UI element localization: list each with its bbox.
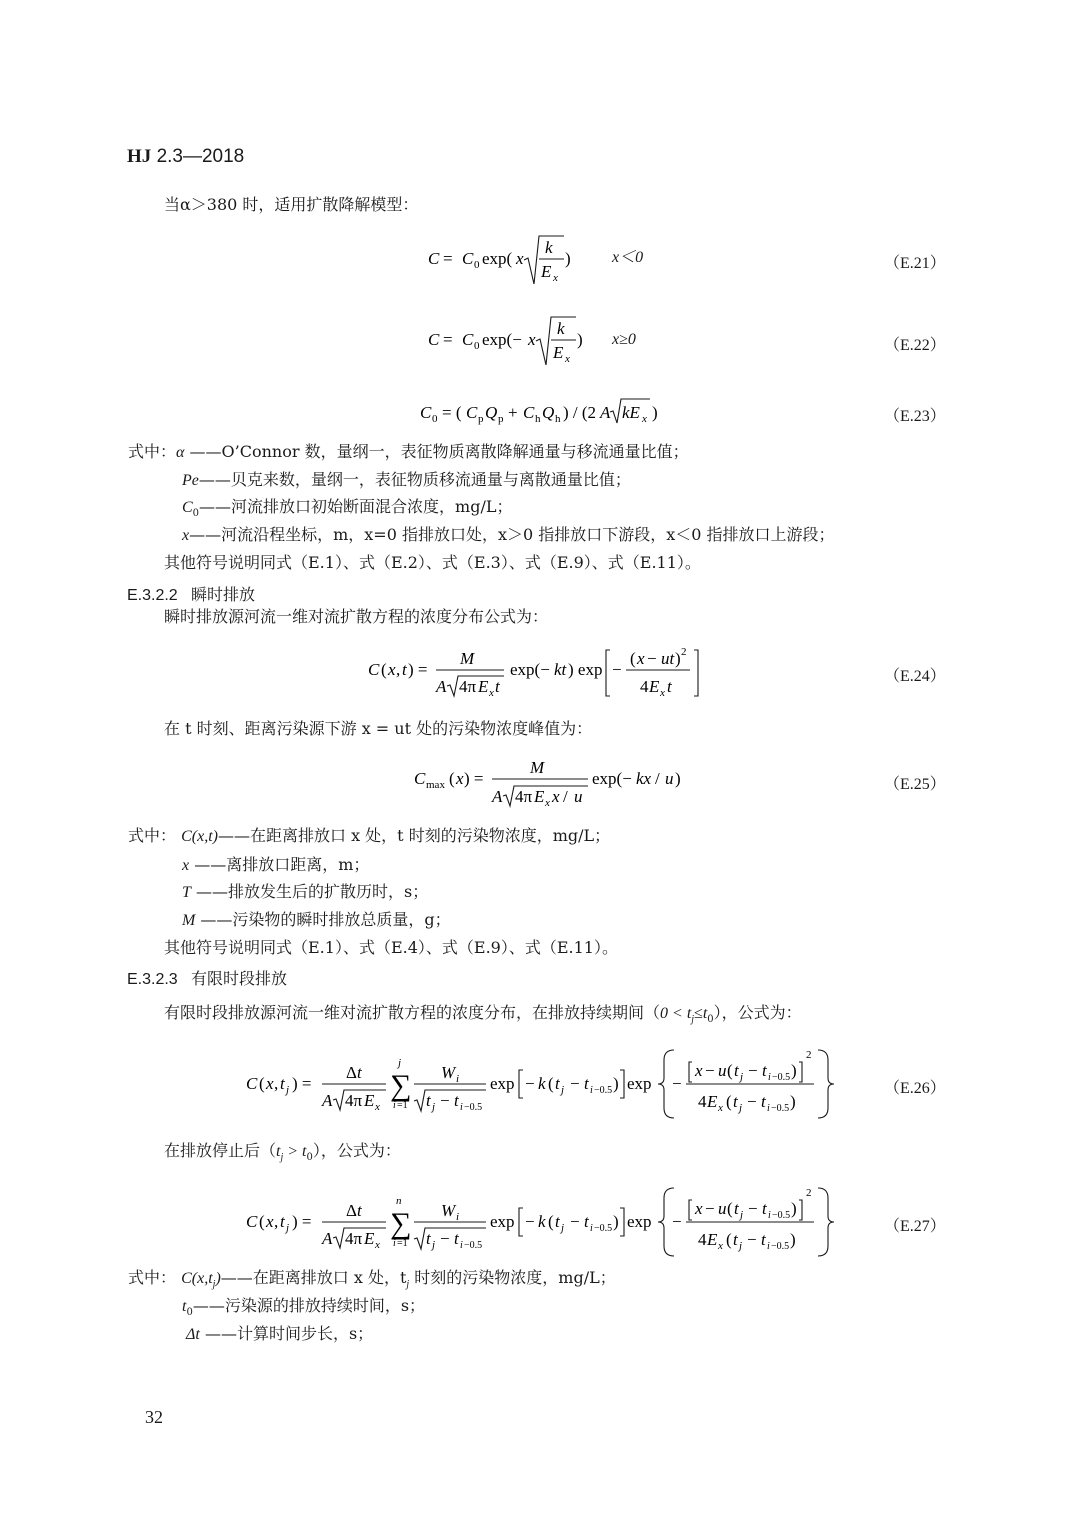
section-e323-number: E.3.2.3 xyxy=(127,971,178,988)
section-e323-heading xyxy=(127,966,287,989)
svg-text:t: t xyxy=(734,1061,739,1080)
svg-text:Q: Q xyxy=(542,403,555,422)
svg-text:,: , xyxy=(396,660,401,679)
svg-text:k: k xyxy=(538,1074,546,1093)
svg-text:x: x xyxy=(266,1074,274,1093)
svg-text:−: − xyxy=(672,1074,682,1093)
svg-text:2: 2 xyxy=(806,1049,812,1061)
svg-text:exp: exp xyxy=(490,1212,515,1231)
svg-text:x: x xyxy=(718,1240,723,1252)
svg-text:= (: = ( xyxy=(442,403,462,422)
t0-subscript: 0 xyxy=(186,1307,193,1319)
cxtj-subscript: j xyxy=(212,1279,216,1291)
page-number: 32 xyxy=(145,1407,163,1427)
defs2-other: 其他符号说明同式（E.1）、式（E.4）、式（E.9）、式（E.11）。 xyxy=(164,938,618,957)
svg-text:x: x xyxy=(456,769,464,788)
svg-text:C: C xyxy=(368,660,380,679)
svg-text:exp: exp xyxy=(490,1074,515,1093)
svg-text:−: − xyxy=(647,649,657,668)
svg-text:exp(−: exp(− xyxy=(592,769,632,788)
equation-e27 xyxy=(246,1182,846,1267)
svg-text:x: x xyxy=(553,272,558,284)
c0-symbol: C xyxy=(182,499,193,516)
after-cond-sub1: j xyxy=(280,1152,284,1164)
defs1-alpha xyxy=(128,444,689,461)
defs2-cxt xyxy=(128,828,610,845)
after-cond-sub2: 0 xyxy=(306,1152,313,1164)
svg-text:C: C xyxy=(462,249,474,268)
svg-text:j: j xyxy=(398,1057,402,1069)
section-e322-heading xyxy=(127,582,255,605)
svg-text:x: x xyxy=(375,1101,380,1113)
svg-text:x: x xyxy=(637,649,645,668)
svg-text:−: − xyxy=(440,1091,450,1110)
svg-text:kE: kE xyxy=(622,403,640,422)
e26-number: （E.26） xyxy=(884,1080,946,1097)
pe-symbol: Pe xyxy=(182,472,199,489)
svg-text:(: ( xyxy=(727,1061,733,1080)
svg-text:): ) xyxy=(790,1092,796,1111)
e21-number: （E.21） xyxy=(884,255,946,272)
svg-text:exp(−: exp(− xyxy=(510,660,550,679)
after-text-a: 在排放停止后（ xyxy=(164,1141,277,1160)
svg-text:j: j xyxy=(286,1222,290,1234)
svg-text:−0.5: −0.5 xyxy=(771,1103,790,1114)
svg-text:−: − xyxy=(748,1061,758,1080)
svg-text:4: 4 xyxy=(698,1230,707,1249)
section-e322-number: E.3.2.2 xyxy=(127,587,178,604)
svg-text:E: E xyxy=(541,262,552,281)
svg-text:E: E xyxy=(478,677,489,696)
svg-text:): ) xyxy=(577,330,583,349)
cxtj-definition: ——在距离排放口 x 处，t xyxy=(220,1268,407,1287)
svg-text:t: t xyxy=(454,1091,459,1110)
equation-e25 xyxy=(414,752,694,817)
svg-text:4π: 4π xyxy=(345,1091,363,1110)
svg-text:x: x xyxy=(388,660,396,679)
svg-text:t: t xyxy=(733,1092,738,1111)
defs2-t xyxy=(182,884,428,901)
section-e322-title: 瞬时排放 xyxy=(191,587,256,604)
svg-text:x: x xyxy=(375,1239,380,1251)
svg-text:t: t xyxy=(555,1074,560,1093)
svg-text:,: , xyxy=(274,1212,279,1231)
after-text-b: ），公式为： xyxy=(312,1141,401,1160)
svg-text:t: t xyxy=(426,1229,431,1248)
svg-text:exp: exp xyxy=(627,1212,652,1231)
svg-text:): ) xyxy=(565,249,571,268)
svg-text:t: t xyxy=(733,1230,738,1249)
alpha-definition: ——O’Connor 数，量纲一，表征物质离散降解通量与移流通量比值； xyxy=(189,442,689,461)
t0-symbol: t xyxy=(182,1298,187,1315)
svg-text:j: j xyxy=(740,1209,744,1221)
svg-text:C: C xyxy=(466,403,478,422)
equation-e26 xyxy=(246,1044,846,1129)
svg-text:0: 0 xyxy=(432,413,438,425)
svg-text:M: M xyxy=(460,649,475,668)
svg-text:A: A xyxy=(322,1229,333,1248)
svg-text:−0.5: −0.5 xyxy=(594,1223,613,1234)
svg-text:exp(: exp( xyxy=(482,249,513,268)
x-symbol: x xyxy=(182,527,190,544)
equation-e24 xyxy=(368,642,708,707)
equation-e23 xyxy=(420,396,680,435)
standard-code-bold: HJ xyxy=(127,146,152,167)
svg-text:E: E xyxy=(364,1091,375,1110)
defs1-c0 xyxy=(182,499,512,519)
svg-text:i: i xyxy=(768,1210,771,1221)
svg-text:/: / xyxy=(563,787,568,806)
svg-text:exp(−: exp(− xyxy=(482,330,522,349)
svg-text:C: C xyxy=(428,330,440,349)
after-cond-1: t xyxy=(276,1143,281,1160)
svg-text:(: ( xyxy=(548,1212,554,1231)
svg-text:−: − xyxy=(570,1212,580,1231)
intro-text: 当α＞380 时，适用扩散降解模型： xyxy=(164,195,419,214)
svg-text:): ) xyxy=(613,1074,619,1093)
e23-number: （E.23） xyxy=(884,408,946,425)
svg-text:4: 4 xyxy=(640,677,649,696)
defs1-pe xyxy=(182,472,631,489)
svg-text:−: − xyxy=(440,1229,450,1248)
svg-text:−0.5: −0.5 xyxy=(771,1241,790,1252)
svg-text:E: E xyxy=(534,787,545,806)
svg-text:−: − xyxy=(748,1199,758,1218)
dt-symbol: Δt xyxy=(186,1326,200,1343)
svg-text:t: t xyxy=(584,1212,589,1231)
svg-text:Q: Q xyxy=(485,403,498,422)
defs2-m-definition: ——污染物的瞬时排放总质量，g； xyxy=(200,910,451,929)
svg-text:i: i xyxy=(456,1211,460,1223)
standard-code-rest: 2.3—2018 xyxy=(156,146,245,167)
svg-text:(: ( xyxy=(259,1074,265,1093)
svg-text:): ) xyxy=(675,769,681,788)
svg-text:A: A xyxy=(600,403,611,422)
svg-text:E: E xyxy=(553,343,564,362)
svg-text:t: t xyxy=(667,677,672,696)
svg-text:k: k xyxy=(545,238,553,257)
after-cond-2: > t xyxy=(283,1143,307,1160)
svg-text:=1: =1 xyxy=(397,1238,408,1249)
svg-text:h: h xyxy=(555,413,561,425)
svg-text:(: ( xyxy=(726,1230,732,1249)
svg-text:A: A xyxy=(322,1091,333,1110)
e322-text: 瞬时排放源河流一维对流扩散方程的浓度分布公式为： xyxy=(164,607,549,626)
svg-text:C: C xyxy=(246,1074,258,1093)
svg-text:C: C xyxy=(420,403,432,422)
svg-text:(: ( xyxy=(259,1212,265,1231)
cxt-definition: ——在距离排放口 x 处，t 时刻的污染物浓度，mg/L； xyxy=(217,826,611,845)
svg-text:A: A xyxy=(492,787,503,806)
svg-text:4π: 4π xyxy=(459,677,477,696)
svg-text:j: j xyxy=(561,1222,565,1234)
cxtj-subscript-2: j xyxy=(406,1279,410,1291)
svg-text:i: i xyxy=(767,1103,770,1114)
svg-text:) exp: ) exp xyxy=(568,660,603,679)
svg-text:t: t xyxy=(402,660,407,679)
defs3-dt xyxy=(186,1326,373,1343)
svg-text:t: t xyxy=(280,1212,285,1231)
svg-text:t: t xyxy=(761,1230,766,1249)
svg-text:exp: exp xyxy=(627,1074,652,1093)
svg-text:p: p xyxy=(478,413,484,425)
svg-text:x: x xyxy=(718,1102,723,1114)
svg-text:(: ( xyxy=(630,649,636,668)
svg-text:t: t xyxy=(357,1063,362,1082)
peak-text: 在 t 时刻、距离污染源下游 x = ut 处的污染物浓度峰值为： xyxy=(164,719,593,738)
e323-cond-1: 0 < t xyxy=(660,1005,692,1022)
svg-text:i: i xyxy=(590,1223,593,1234)
e22-condition: x≥0 xyxy=(612,331,636,348)
svg-text:i: i xyxy=(768,1072,771,1083)
svg-text:x: x xyxy=(545,797,550,809)
svg-text:t: t xyxy=(761,1092,766,1111)
defs3-cxtj xyxy=(128,1270,616,1290)
svg-text:W: W xyxy=(441,1063,456,1082)
svg-text:,: , xyxy=(274,1074,279,1093)
defs1-prefix: 式中： xyxy=(128,442,177,461)
svg-text:kx: kx xyxy=(636,769,652,788)
e323-text-b: ），公式为： xyxy=(713,1003,802,1022)
svg-text:j: j xyxy=(740,1071,744,1083)
svg-text:t: t xyxy=(762,1061,767,1080)
svg-text:t: t xyxy=(734,1199,739,1218)
c0-subscript: 0 xyxy=(192,508,200,520)
defs2-x-symbol: x xyxy=(182,857,190,874)
svg-text:t: t xyxy=(555,1212,560,1231)
svg-text:t: t xyxy=(280,1074,285,1093)
svg-text:−: − xyxy=(747,1230,757,1249)
svg-text:−0.5: −0.5 xyxy=(772,1210,791,1221)
svg-text:(: ( xyxy=(449,769,455,788)
svg-text:=1: =1 xyxy=(397,1100,408,1111)
svg-text:): ) xyxy=(790,1230,796,1249)
defs1-x xyxy=(182,527,835,544)
svg-text:(: ( xyxy=(727,1199,733,1218)
svg-text:E: E xyxy=(649,677,660,696)
svg-text:t: t xyxy=(584,1074,589,1093)
e24-number: （E.24） xyxy=(884,668,946,685)
svg-text:2: 2 xyxy=(681,646,687,658)
svg-text:x: x xyxy=(565,353,570,365)
defs2-m-symbol: M xyxy=(182,912,196,929)
defs2-x-definition: ——离排放口距离，m； xyxy=(194,855,370,874)
svg-text:t: t xyxy=(454,1229,459,1248)
svg-text:i: i xyxy=(460,1102,463,1113)
svg-text:0: 0 xyxy=(474,340,480,352)
svg-text:−: − xyxy=(525,1212,535,1231)
standard-code xyxy=(127,146,244,168)
t0-definition: ——污染源的排放持续时间，s； xyxy=(192,1296,426,1315)
svg-text:W: W xyxy=(441,1201,456,1220)
svg-text:−: − xyxy=(612,660,622,679)
svg-text:−0.5: −0.5 xyxy=(594,1085,613,1096)
svg-text:A: A xyxy=(436,677,447,696)
svg-text:i: i xyxy=(456,1073,460,1085)
e21-condition: x＜0 xyxy=(612,249,644,266)
svg-text:Δ: Δ xyxy=(346,1063,357,1082)
defs2-t-definition: ——排放发生后的扩散历时，s； xyxy=(196,882,429,901)
defs3-prefix: 式中： xyxy=(128,1268,177,1287)
svg-text:−0.5: −0.5 xyxy=(464,1102,483,1113)
dt-definition: ——计算时间步长，s； xyxy=(204,1324,374,1343)
svg-text:max: max xyxy=(426,779,445,791)
svg-text:t: t xyxy=(495,677,500,696)
svg-text:x: x xyxy=(552,787,560,806)
svg-text:) =: ) = xyxy=(464,769,484,788)
svg-text:E: E xyxy=(707,1230,718,1249)
svg-text:t: t xyxy=(426,1091,431,1110)
svg-text:) / (2: ) / (2 xyxy=(563,403,597,422)
cxtj-close: ) xyxy=(215,1270,221,1287)
x-definition: ——河流沿程坐标，m，x=0 指排放口处，x＞0 指排放口下游段，x＜0 指排放口上游段； xyxy=(189,525,835,544)
svg-text:i: i xyxy=(393,1100,396,1111)
svg-text:t: t xyxy=(357,1201,362,1220)
e323-text xyxy=(164,1005,802,1025)
cxt-symbol: C(x,t) xyxy=(181,828,218,845)
svg-text:i: i xyxy=(767,1241,770,1252)
defs1-other: 其他符号说明同式（E.1）、式（E.2）、式（E.3）、式（E.9）、式（E.11）。 xyxy=(164,553,701,572)
defs2-m xyxy=(182,912,451,929)
svg-text:j: j xyxy=(286,1084,290,1096)
svg-text:x: x xyxy=(695,1199,703,1218)
e27-number: （E.27） xyxy=(884,1218,946,1235)
svg-text:−: − xyxy=(705,1199,715,1218)
svg-text:x: x xyxy=(660,687,665,699)
svg-text:C: C xyxy=(462,330,474,349)
svg-text:n: n xyxy=(396,1195,402,1207)
svg-text:−: − xyxy=(705,1061,715,1080)
svg-text:j: j xyxy=(432,1101,436,1113)
defs2-x xyxy=(182,857,369,874)
svg-text:4π: 4π xyxy=(345,1229,363,1248)
svg-text:E: E xyxy=(707,1092,718,1111)
svg-text:+: + xyxy=(508,403,518,422)
c0-definition: ——河流排放口初始断面混合浓度，mg/L； xyxy=(199,497,513,516)
section-e323-title: 有限时段排放 xyxy=(191,971,288,988)
svg-text:) =: ) = xyxy=(292,1074,312,1093)
svg-text:j: j xyxy=(739,1102,743,1114)
svg-text:4π: 4π xyxy=(515,787,533,806)
svg-text:/: / xyxy=(655,769,660,788)
svg-text:u: u xyxy=(665,769,674,788)
after-stop-text xyxy=(164,1143,401,1163)
svg-text:=: = xyxy=(443,249,453,268)
svg-text:−: − xyxy=(747,1092,757,1111)
svg-text:j: j xyxy=(561,1084,565,1096)
svg-text:h: h xyxy=(535,413,541,425)
svg-text:): ) xyxy=(791,1199,797,1218)
alpha-symbol: α xyxy=(176,444,185,461)
e22-number: （E.22） xyxy=(884,337,946,354)
svg-text:j: j xyxy=(739,1240,743,1252)
svg-text:x: x xyxy=(528,330,536,349)
svg-text:(: ( xyxy=(381,660,387,679)
svg-text:C: C xyxy=(523,403,535,422)
defs3-t0 xyxy=(182,1298,425,1318)
svg-text:−: − xyxy=(525,1074,535,1093)
svg-text:C: C xyxy=(428,249,440,268)
svg-text:−: − xyxy=(570,1074,580,1093)
svg-text:−: − xyxy=(672,1212,682,1231)
cxtj-definition-tail: 时刻的污染物浓度，mg/L； xyxy=(409,1268,616,1287)
svg-text:2: 2 xyxy=(806,1187,812,1199)
e323-cond-sub2: 0 xyxy=(707,1014,714,1026)
cxtj-symbol: C(x,t xyxy=(181,1270,213,1287)
svg-text:M: M xyxy=(530,758,545,777)
svg-text:C: C xyxy=(414,769,426,788)
e323-cond-2: ≤t xyxy=(694,1005,708,1022)
svg-text:k: k xyxy=(538,1212,546,1231)
e323-text-a: 有限时段排放源河流一维对流扩散方程的浓度分布，在排放持续期间（ xyxy=(164,1003,661,1022)
svg-text:C: C xyxy=(246,1212,258,1231)
svg-text:x: x xyxy=(695,1061,703,1080)
defs2-t-symbol: T xyxy=(182,884,191,901)
svg-text:E: E xyxy=(364,1229,375,1248)
svg-text:k: k xyxy=(557,319,565,338)
e323-cond-sub1: j xyxy=(691,1014,695,1026)
svg-text:t: t xyxy=(762,1199,767,1218)
svg-text:∑: ∑ xyxy=(390,1207,412,1240)
svg-text:i: i xyxy=(393,1238,396,1249)
svg-text:x: x xyxy=(489,687,494,699)
svg-text:4: 4 xyxy=(698,1092,707,1111)
svg-text:): ) xyxy=(613,1212,619,1231)
svg-text:) =: ) = xyxy=(292,1212,312,1231)
svg-text:i: i xyxy=(460,1240,463,1251)
svg-text:kt: kt xyxy=(554,660,567,679)
svg-text:x: x xyxy=(642,413,647,425)
svg-text:=: = xyxy=(443,330,453,349)
pe-definition: ——贝克来数，量纲一，表征物质移流通量与离散通量比值； xyxy=(198,470,631,489)
svg-text:Δ: Δ xyxy=(346,1201,357,1220)
svg-text:0: 0 xyxy=(474,259,480,271)
svg-text:): ) xyxy=(791,1061,797,1080)
svg-text:ut: ut xyxy=(661,649,675,668)
svg-text:−0.5: −0.5 xyxy=(464,1240,483,1251)
svg-text:u: u xyxy=(718,1199,727,1218)
svg-text:): ) xyxy=(652,403,658,422)
svg-text:u: u xyxy=(574,787,583,806)
svg-text:∑: ∑ xyxy=(390,1069,412,1102)
svg-text:x: x xyxy=(516,249,524,268)
defs2-prefix: 式中： xyxy=(128,826,177,845)
e25-number: （E.25） xyxy=(884,776,946,793)
svg-text:i: i xyxy=(590,1085,593,1096)
svg-text:(: ( xyxy=(726,1092,732,1111)
svg-text:u: u xyxy=(718,1061,727,1080)
svg-text:j: j xyxy=(432,1239,436,1251)
svg-text:(: ( xyxy=(548,1074,554,1093)
svg-text:−0.5: −0.5 xyxy=(772,1072,791,1083)
svg-text:) =: ) = xyxy=(408,660,428,679)
svg-text:p: p xyxy=(498,413,504,425)
svg-text:): ) xyxy=(675,649,681,668)
svg-text:x: x xyxy=(266,1212,274,1231)
